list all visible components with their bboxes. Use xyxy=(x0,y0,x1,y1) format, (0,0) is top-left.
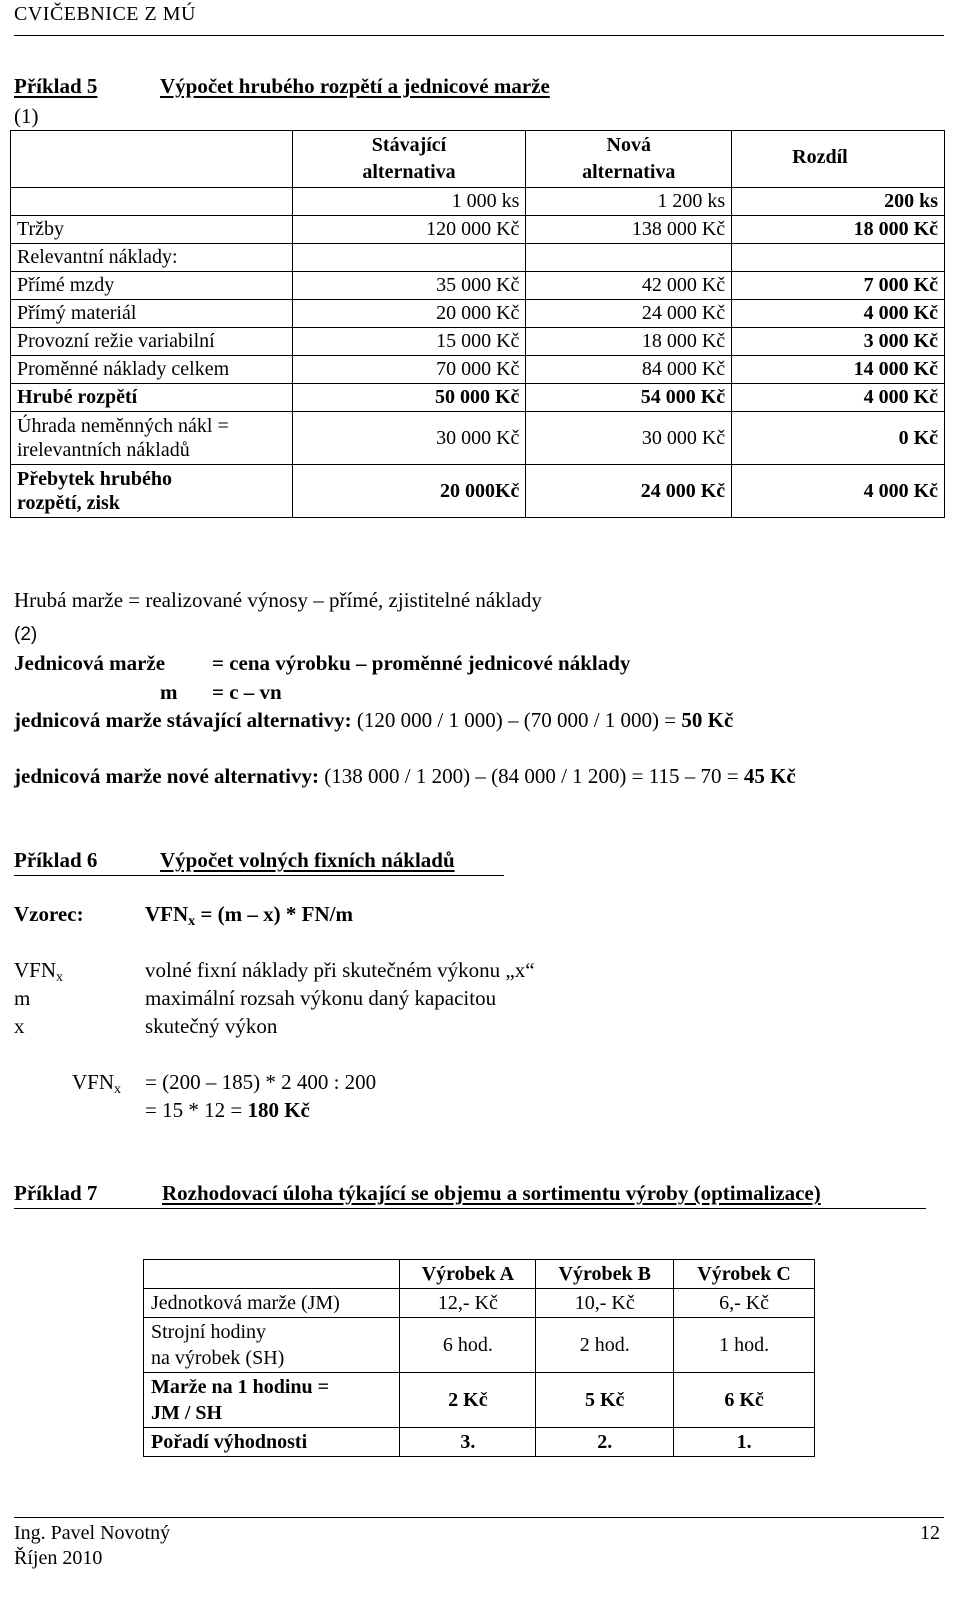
calc-line2 xyxy=(145,1098,310,1123)
cell-product-b: 2 hod. xyxy=(536,1318,674,1373)
row-label-line1: Úhrada neměnných nákl = xyxy=(17,415,229,437)
cell-current: 35 000 Kč xyxy=(292,272,526,300)
cell-diff: 7 000 Kč xyxy=(732,272,945,300)
header-divider xyxy=(14,35,944,36)
row-label: Proměnné náklady celkem xyxy=(11,356,293,384)
calc-result: 180 Kč xyxy=(247,1098,310,1122)
row-label xyxy=(11,465,293,518)
header-cell-diff xyxy=(732,131,945,188)
row-label xyxy=(144,1373,400,1428)
example7-underline xyxy=(14,1208,926,1209)
formula-rest: = (m – x) * FN/m xyxy=(200,902,353,926)
cell-new xyxy=(526,244,732,272)
table-row xyxy=(11,272,945,300)
cell-product-a: 3. xyxy=(400,1428,536,1457)
cell-new: 30 000 Kč xyxy=(526,412,732,465)
cell-new: 1 200 ks xyxy=(526,188,732,216)
current-unit-margin-line xyxy=(14,708,733,733)
legend-symbol-vfn xyxy=(14,958,63,986)
calc-line2-text: = 15 * 12 = xyxy=(145,1098,243,1122)
header-cell-empty xyxy=(144,1260,400,1289)
cell-diff: 0 Kč xyxy=(732,412,945,465)
calc-symbol-text: VFN xyxy=(72,1070,115,1094)
m-formula: = c – vn xyxy=(212,680,282,704)
row-label xyxy=(11,188,293,216)
cell-product-a: 2 Kč xyxy=(400,1373,536,1428)
example5-label-text: Příklad 5 xyxy=(14,74,98,98)
row-label: Pořadí výhodnosti xyxy=(144,1428,400,1457)
table-header-row xyxy=(144,1260,815,1289)
legend-desc-vfn: volné fixní náklady při skutečném výkonu „x“ xyxy=(145,958,535,982)
formula-label: Vzorec: xyxy=(14,902,84,926)
gross-margin-definition: Hrubá marže = realizované výnosy – přímé, zjistitelné náklady xyxy=(14,588,542,612)
footer-author: Ing. Pavel Novotný xyxy=(14,1522,171,1544)
example6-title-text: Výpočet volných fixních nákladů xyxy=(160,848,455,872)
table-row xyxy=(11,216,945,244)
row-label: Tržby xyxy=(11,216,293,244)
row-label: Provozní režie variabilní xyxy=(11,328,293,356)
formula-subscript: x xyxy=(188,914,196,929)
example5-label xyxy=(14,74,97,99)
cell-product-c: 6 Kč xyxy=(674,1373,815,1428)
cell-diff: 14 000 Kč xyxy=(732,356,945,384)
table-row xyxy=(11,465,945,518)
optimization-table xyxy=(143,1259,815,1457)
legend-desc-x: skutečný výkon xyxy=(145,1014,278,1038)
header-cell-empty xyxy=(11,131,293,188)
example6-underline xyxy=(14,875,504,876)
cell-product-c: 6,- Kč xyxy=(674,1289,815,1318)
cell-new: 54 000 Kč xyxy=(526,384,732,412)
row-label-line1: Marže na 1 hodinu = xyxy=(151,1376,330,1398)
row-label-line2: JM / SH xyxy=(151,1402,223,1424)
cell-diff: 200 ks xyxy=(732,188,945,216)
cell-new: 138 000 Kč xyxy=(526,216,732,244)
row-label-line2: rozpětí, zisk xyxy=(17,492,120,514)
cell-current: 20 000Kč xyxy=(292,465,526,518)
row-label-line1: Přebytek hrubého xyxy=(17,468,172,490)
example5-title: Výpočet hrubého rozpětí a jednicové marže xyxy=(160,74,550,98)
cell-diff: 4 000 Kč xyxy=(732,384,945,412)
legend-symbol-m: m xyxy=(14,986,31,1010)
example7-title xyxy=(162,1181,821,1206)
calc-subscript: x xyxy=(114,1082,122,1097)
cell-new: 18 000 Kč xyxy=(526,328,732,356)
margin-table xyxy=(10,130,945,518)
legend-desc-m: maximální rozsah výkonu daný kapacitou xyxy=(145,986,497,1010)
cell-new: 24 000 Kč xyxy=(526,465,732,518)
header-current-line1: Stávající xyxy=(371,134,447,156)
example5-part2: (2) xyxy=(14,624,38,645)
current-label: jednicová marže stávající alternativy: xyxy=(14,708,352,732)
cell-current: 20 000 Kč xyxy=(292,300,526,328)
table-row xyxy=(144,1428,815,1457)
new-label: jednicová marže nové alternativy: xyxy=(14,764,320,788)
header-product-a: Výrobek A xyxy=(400,1260,536,1289)
header-diff-label: Rozdíl xyxy=(792,146,848,168)
calc-line1: = (200 – 185) * 2 400 : 200 xyxy=(145,1070,377,1094)
example5-part1: (1) xyxy=(14,104,39,128)
unit-margin-label: Jednicová marže xyxy=(14,651,166,675)
cell-new: 24 000 Kč xyxy=(526,300,732,328)
row-label-line1: Strojní hodiny xyxy=(151,1321,267,1343)
table-row xyxy=(11,188,945,216)
cell-current xyxy=(292,244,526,272)
cell-new: 84 000 Kč xyxy=(526,356,732,384)
m-label: m xyxy=(160,680,178,704)
header-new-line1: Nová xyxy=(606,134,651,156)
table-row xyxy=(11,300,945,328)
cell-current: 70 000 Kč xyxy=(292,356,526,384)
cell-new: 42 000 Kč xyxy=(526,272,732,300)
legend-symbol-x: x xyxy=(14,1014,25,1038)
cell-diff xyxy=(732,244,945,272)
row-label: Hrubé rozpětí xyxy=(11,384,293,412)
new-calc: (138 000 / 1 200) – (84 000 / 1 200) = 115 – 70 = xyxy=(324,764,739,788)
unit-margin-formula: = cena výrobku – proměnné jednicové náklady xyxy=(212,651,631,675)
example7-title-text: Rozhodovací úloha týkající se objemu a sortimentu výroby (optimalizace) xyxy=(162,1181,821,1205)
example7-label: Příklad 7 xyxy=(14,1181,98,1205)
legend-symbol: VFN xyxy=(14,958,57,982)
page-number: 12 xyxy=(920,1522,940,1544)
row-label-line2: irelevantních nákladů xyxy=(17,439,190,461)
cell-diff: 4 000 Kč xyxy=(732,300,945,328)
table-header-row xyxy=(11,131,945,188)
row-label: Jednotková marže (JM) xyxy=(144,1289,400,1318)
header-new-line2: alternativa xyxy=(582,161,676,183)
row-label xyxy=(11,412,293,465)
cell-product-c: 1 hod. xyxy=(674,1318,815,1373)
row-label xyxy=(144,1318,400,1373)
example6-title xyxy=(160,848,455,873)
example6-label: Příklad 6 xyxy=(14,848,98,872)
table-row xyxy=(11,412,945,465)
table-row xyxy=(11,356,945,384)
table-row xyxy=(144,1318,815,1373)
cell-product-b: 10,- Kč xyxy=(536,1289,674,1318)
current-result: 50 Kč xyxy=(681,708,734,732)
legend-subscript: x xyxy=(56,970,64,985)
table-row xyxy=(11,328,945,356)
header-product-c: Výrobek C xyxy=(674,1260,815,1289)
new-result: 45 Kč xyxy=(743,764,796,788)
header-title: CVIČEBNICE Z MÚ xyxy=(14,3,196,25)
cell-diff: 18 000 Kč xyxy=(732,216,945,244)
cell-current: 15 000 Kč xyxy=(292,328,526,356)
table-row xyxy=(144,1373,815,1428)
calc-symbol xyxy=(72,1070,121,1098)
cell-diff: 3 000 Kč xyxy=(732,328,945,356)
formula xyxy=(145,902,353,930)
header-cell-new xyxy=(526,131,732,188)
row-label: Přímý materiál xyxy=(11,300,293,328)
cell-product-c: 1. xyxy=(674,1428,815,1457)
header-cell-current xyxy=(292,131,526,188)
header-current-line2: alternativa xyxy=(362,161,456,183)
row-label: Přímé mzdy xyxy=(11,272,293,300)
cell-current: 120 000 Kč xyxy=(292,216,526,244)
table-row xyxy=(144,1289,815,1318)
cell-product-a: 6 hod. xyxy=(400,1318,536,1373)
formula-symbol: VFN xyxy=(145,902,189,926)
table-row xyxy=(11,384,945,412)
cell-current: 50 000 Kč xyxy=(292,384,526,412)
cell-current: 30 000 Kč xyxy=(292,412,526,465)
new-unit-margin-line xyxy=(14,764,796,789)
row-label: Relevantní náklady: xyxy=(11,244,293,272)
current-calc: (120 000 / 1 000) – (70 000 / 1 000) = xyxy=(356,708,677,732)
cell-product-b: 2. xyxy=(536,1428,674,1457)
footer-date: Říjen 2010 xyxy=(14,1547,103,1569)
row-label-line2: na výrobek (SH) xyxy=(151,1347,285,1369)
header-product-b: Výrobek B xyxy=(536,1260,674,1289)
cell-product-b: 5 Kč xyxy=(536,1373,674,1428)
footer-divider xyxy=(14,1517,944,1518)
cell-diff: 4 000 Kč xyxy=(732,465,945,518)
cell-product-a: 12,- Kč xyxy=(400,1289,536,1318)
cell-current: 1 000 ks xyxy=(292,188,526,216)
table-row xyxy=(11,244,945,272)
